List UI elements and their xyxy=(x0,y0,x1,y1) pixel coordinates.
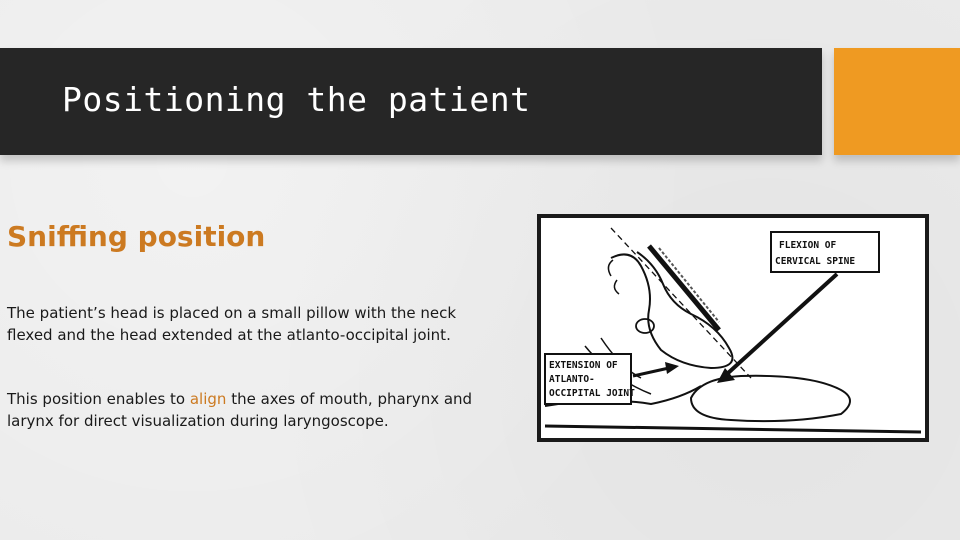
extension-arrow-head xyxy=(665,362,679,374)
table-line xyxy=(545,426,921,432)
extension-arrow-shaft xyxy=(633,368,669,376)
pillow-outline xyxy=(691,376,850,421)
laryngoscope-blade xyxy=(649,246,719,330)
flexion-label-line1: FLEXION OF xyxy=(779,240,837,251)
sniffing-position-illustration xyxy=(537,214,929,442)
face-features xyxy=(608,260,619,294)
accent-block xyxy=(834,48,960,155)
section-heading: Sniffing position xyxy=(7,220,266,253)
ear xyxy=(636,319,654,333)
slide-title: Positioning the patient xyxy=(62,80,531,119)
extension-label-line1: EXTENSION OF xyxy=(549,360,618,371)
flexion-label-line2: CERVICAL SPINE xyxy=(775,256,856,267)
paragraph-purpose-start: This position enables to xyxy=(7,390,190,408)
extension-label-line3: OCCIPITAL JOINT xyxy=(549,388,635,399)
paragraph-description: The patient’s head is placed on a small pillow with the neck flexed and the head extended at the atlanto-occipital joint. xyxy=(7,304,457,344)
paragraph-purpose xyxy=(7,389,487,432)
paragraph-purpose-end: the axes of mouth, pharynx and larynx for direct visualization during laryngoscope. xyxy=(7,390,473,430)
flexion-arrow-shaft xyxy=(727,274,837,374)
highlighted-word: align xyxy=(189,390,227,408)
extension-label-line2: ATLANTO- xyxy=(549,374,595,385)
illustration-drawing xyxy=(541,218,925,438)
